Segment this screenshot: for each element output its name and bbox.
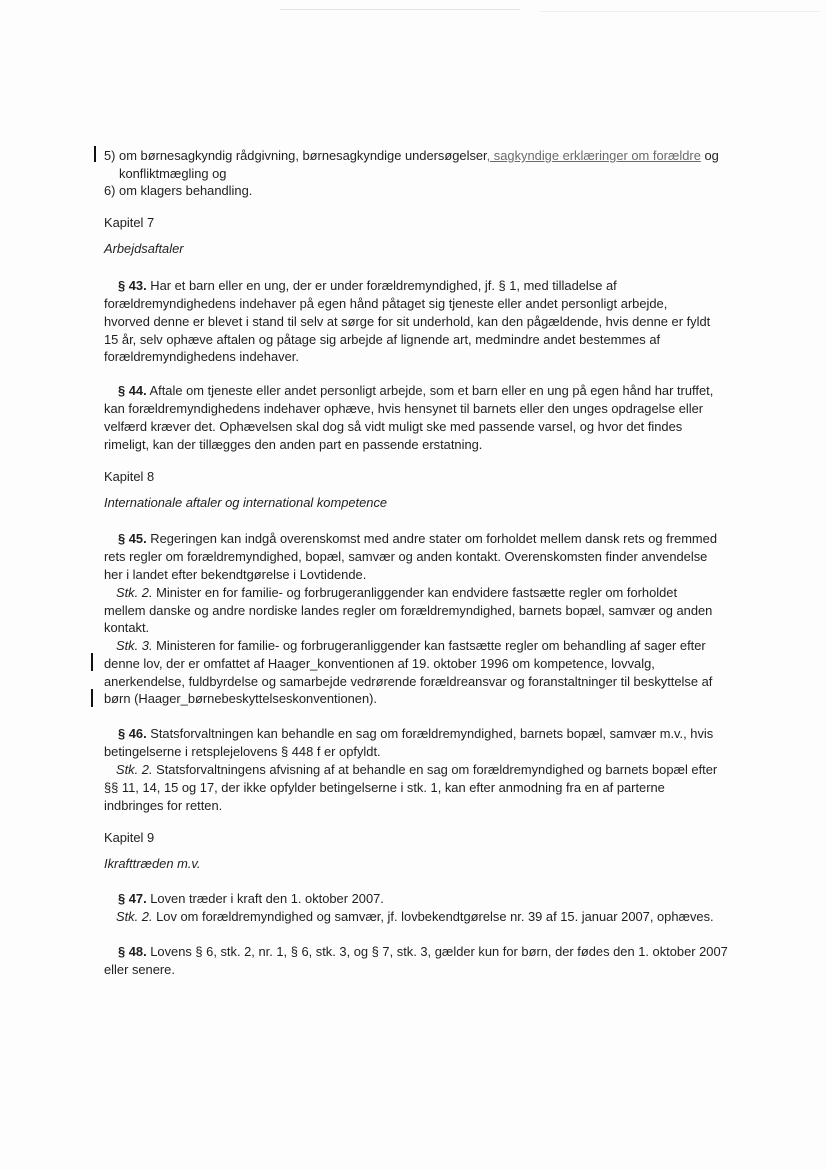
paragraph-line (118, 943, 728, 961)
paragraph-line: rimeligt, kan der tillægges den anden part en passende erstatning. (104, 437, 483, 452)
paragraph-line (118, 277, 617, 295)
subsection-line (116, 761, 717, 779)
list-item-5-continuation: konfliktmægling og (119, 166, 227, 181)
paragraph-line: børn (Haager_børnebeskyttelseskonventionen). (104, 691, 377, 706)
paragraph-line: denne lov, der er omfattet af Haager_konventionen af 19. oktober 1996 om kompetence, lovvalg, (104, 656, 655, 671)
paragraph-text: Loven træder i kraft den 1. oktober 2007. (146, 891, 384, 906)
paragraph-line (118, 725, 713, 743)
chapter-label: Kapitel 8 (104, 469, 155, 484)
scan-edge-line (540, 11, 820, 12)
revision-bar (94, 146, 96, 162)
chapter-title: Internationale aftaler og international kompetence (104, 495, 388, 510)
section-number: § 46. (118, 726, 147, 741)
paragraph-line: eller senere. (104, 962, 175, 977)
paragraph-text: Ministeren for familie- og forbrugeranliggender kan fastsætte regler om behandling af sager efter (152, 638, 706, 653)
subsection-label: Stk. 2. (116, 585, 153, 600)
paragraph-text: Aftale om tjeneste eller andet personligt arbejde, som et barn eller en ung på egen hånd har truffet, (146, 383, 714, 398)
paragraph-text: Statsforvaltningen kan behandle en sag om forældremyndighed, barnets bopæl, samvær m.v., hvis (146, 726, 714, 741)
paragraph-line: §§ 11, 14, 15 og 17, der ikke opfylder betingelserne i stk. 1, kan efter anmodning fra en af parterne (104, 780, 665, 795)
paragraph-line: anerkendelse, fuldbyrdelse og samarbejde vedrørende forældreansvar og foranstaltninger til beskyttelse af (104, 674, 713, 689)
paragraph-line: hvorved denne er blevet i stand til selv at sørge for sit underhold, kan den pågældende, hvis denne er fyldt (104, 314, 711, 329)
list-item-5 (104, 147, 719, 165)
subsection-line (116, 637, 706, 655)
section-number: § 47. (118, 891, 147, 906)
subsection-line (116, 908, 714, 926)
list-item-6: 6) om klagers behandling. (104, 183, 253, 198)
paragraph-line (118, 382, 713, 400)
paragraph-text: Lov om forældremyndighed og samvær, jf. lovbekendtgørelse nr. 39 af 15. januar 2007, ophæves. (152, 909, 714, 924)
section-number: § 43. (118, 278, 147, 293)
paragraph-line (118, 530, 717, 548)
paragraph-text: Har et barn eller en ung, der er under forældremyndighed, jf. § 1, med tilladelse af (146, 278, 617, 293)
paragraph-line: 15 år, selv ophæve aftalen og påtage sig arbejde af lignende art, medmindre andet bestemmes af (104, 332, 661, 347)
list-item-text: og (700, 148, 719, 163)
paragraph-line: kan forældremyndighedens indehaver ophæve, hvis hensynet til barnets eller den unges opdragelse eller (104, 401, 704, 416)
paragraph-line: rets regler om forældremyndighed, bopæl, samvær og anden kontakt. Overenskomsten finder anvendelse (104, 549, 708, 564)
paragraph-line: betingelserne i retsplejelovens § 448 f er opfyldt. (104, 744, 381, 759)
revision-bar (91, 653, 93, 671)
paragraph-line: mellem danske og andre nordiske landes regler om forældremyndighed, barnets bopæl, samvær og anden (104, 603, 713, 618)
paragraph-text: Statsforvaltningens afvisning af at behandle en sag om forældremyndighed og barnets bopæl efter (152, 762, 718, 777)
revision-bar (91, 689, 93, 707)
subsection-label: Stk. 3. (116, 638, 153, 653)
inserted-revision-text: , sagkyndige erklæringer om forældre (486, 148, 701, 163)
paragraph-line: forældremyndighedens indehaver på egen hånd påtaget sig tjeneste eller andet personligt arbejde, (104, 296, 668, 311)
chapter-title: Ikrafttræden m.v. (104, 856, 201, 871)
paragraph-text: Lovens § 6, stk. 2, nr. 1, § 6, stk. 3, og § 7, stk. 3, gælder kun for børn, der fødes den 1. oktober 2007 (146, 944, 728, 959)
paragraph-line (118, 890, 384, 908)
paragraph-line: velfærd kræver det. Ophævelsen skal dog så vidt muligt ske med passende varsel, og hvor det findes (104, 419, 683, 434)
section-number: § 48. (118, 944, 147, 959)
paragraph-line: forældremyndighedens indehaver. (104, 349, 299, 364)
paragraph-line: her i landet efter bekendtgørelse i Lovtidende. (104, 567, 367, 582)
chapter-title: Arbejdsaftaler (104, 241, 184, 256)
section-number: § 45. (118, 531, 147, 546)
paragraph-text: Regeringen kan indgå overenskomst med andre stater om forholdet mellem dansk rets og fremmed (146, 531, 718, 546)
paragraph-line: kontakt. (104, 620, 150, 635)
section-number: § 44. (118, 383, 147, 398)
subsection-label: Stk. 2. (116, 762, 153, 777)
scan-edge-line (280, 9, 520, 10)
paragraph-text: Minister en for familie- og forbrugeranliggender kan endvidere fastsætte regler om forholdet (152, 585, 678, 600)
chapter-label: Kapitel 7 (104, 215, 155, 230)
subsection-label: Stk. 2. (116, 909, 153, 924)
paragraph-line: indbringes for retten. (104, 798, 223, 813)
list-item-text: 5) om børnesagkyndig rådgivning, børnesagkyndige undersøgelser (104, 148, 487, 163)
subsection-line (116, 584, 677, 602)
chapter-label: Kapitel 9 (104, 830, 155, 845)
